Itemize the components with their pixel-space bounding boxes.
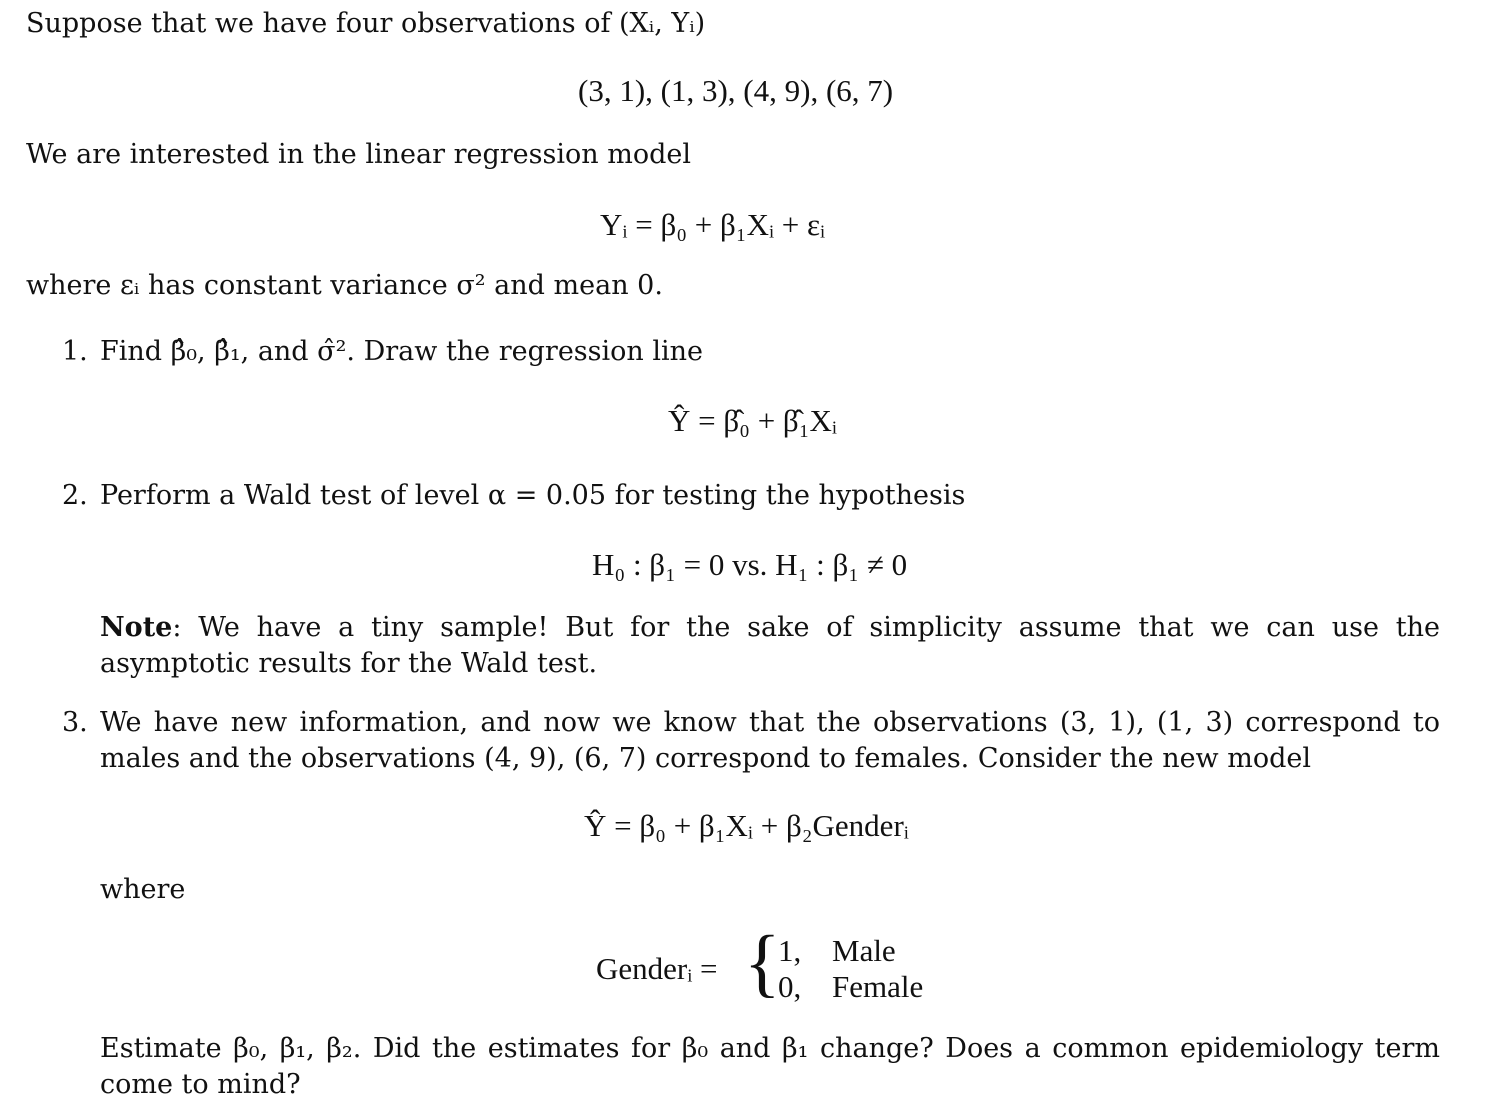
item-2-hypothesis-equation: H₀ : β₁ = 0 vs. H₁ : β₁ ≠ 0 xyxy=(592,547,908,582)
item-3-number: 3. xyxy=(62,707,88,738)
item-1-number: 1. xyxy=(62,336,88,367)
model-equation: Yᵢ = β₀ + β₁Xᵢ + εᵢ xyxy=(600,207,826,242)
note-label: Note xyxy=(100,612,173,643)
item-2-text: Perform a Wald test of level α = 0.05 for testing the hypothesis xyxy=(100,480,966,511)
item-3-text: We have new information, and now we know that the observations (3, 1), (1, 3) correspond to males and the observations (4, 9), (6, 7) correspond to females. Consider the new model xyxy=(100,707,1440,774)
observations-equation: (3, 1), (1, 3), (4, 9), (6, 7) xyxy=(578,73,894,108)
gender-definition-lhs: Genderᵢ = xyxy=(596,951,718,986)
gender-case-1-value: 1, xyxy=(778,933,802,968)
item-1-text: Find β̂₀, β̂₁, and σ̂². Draw the regression line xyxy=(100,336,704,367)
item-2-number: 2. xyxy=(62,480,88,511)
variance-text: where εᵢ has constant variance σ² and mean 0. xyxy=(26,270,663,301)
item-3-final-question: Estimate β₀, β₁, β₂. Did the estimates for β₀ and β₁ change? Does a common epidemiology term come to mind? xyxy=(100,1033,1440,1100)
item-1-regression-equation: Ŷ = β̂₀ + β̂₁Xᵢ xyxy=(668,403,837,438)
gender-case-1-label: Male xyxy=(832,933,896,968)
model-intro-text: We are interested in the linear regression model xyxy=(26,139,691,170)
item-2-note xyxy=(100,610,1440,682)
gender-case-2-value: 0, xyxy=(778,969,802,1004)
gender-case-2-label: Female xyxy=(832,969,924,1004)
item-3-model-equation: Ŷ = β₀ + β₁Xᵢ + β₂Genderᵢ xyxy=(584,808,909,843)
note-text: : We have a tiny sample! But for the sake of simplicity assume that we can use the asymptotic results for the Wald test. xyxy=(100,612,1440,679)
item-3-where-text: where xyxy=(100,874,186,905)
left-brace-icon: { xyxy=(744,921,781,1005)
intro-text: Suppose that we have four observations of (Xᵢ, Yᵢ) xyxy=(26,8,706,39)
